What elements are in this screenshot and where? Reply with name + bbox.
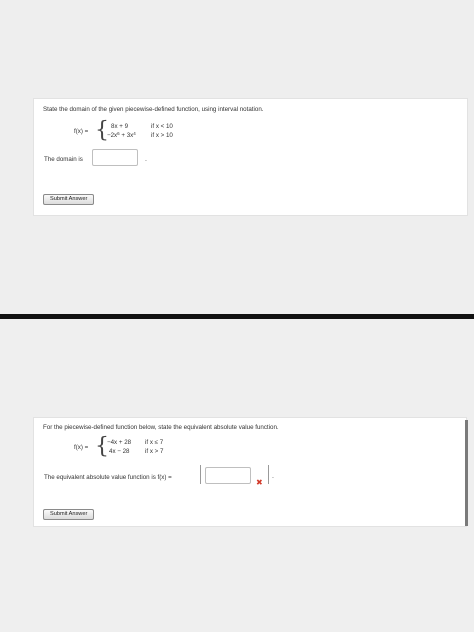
domain-answer-label: The domain is xyxy=(44,156,83,163)
submit-answer-button[interactable]: Submit Answer xyxy=(43,509,94,520)
scrollbar-edge xyxy=(465,420,468,526)
question-2-panel xyxy=(33,417,467,527)
function-label: f(x) = xyxy=(74,128,89,135)
abs-bar-left xyxy=(200,465,201,484)
incorrect-icon: ✖ xyxy=(256,478,263,487)
piece-2-condition: if x > 7 xyxy=(145,448,164,455)
piece-1-expression: −4x + 28 xyxy=(107,439,132,446)
piece-1-condition: if x ≤ 7 xyxy=(145,439,164,446)
piece-1-expression: 8x + 9 xyxy=(111,123,129,130)
absolute-value-answer-label: The equivalent absolute value function is f(x) = xyxy=(44,474,172,481)
piece-2-expression: 4x − 28 xyxy=(109,448,130,455)
domain-answer-input[interactable] xyxy=(92,149,138,166)
left-brace: { xyxy=(95,434,109,459)
piece-2-expression: $-2x^6 + 3x^4$ xyxy=(107,131,136,139)
question-1-panel xyxy=(33,98,468,216)
question-2-prompt: For the piecewise-defined function below, state the equivalent absolute value function. xyxy=(43,424,279,431)
absolute-value-answer-input[interactable] xyxy=(205,467,251,484)
submit-answer-button[interactable]: Submit Answer xyxy=(43,194,94,205)
answer-period: . xyxy=(145,156,147,163)
question-1-prompt: State the domain of the given piecewise-defined function, using interval notation. xyxy=(43,106,264,113)
left-brace: { xyxy=(95,118,109,143)
piece-1-condition: if x < 10 xyxy=(151,123,173,130)
abs-bar-right xyxy=(268,465,269,484)
answer-period: . xyxy=(272,473,274,480)
function-label: f(x) = xyxy=(74,444,89,451)
question-1-function xyxy=(74,118,224,145)
piece-2-condition: if x > 10 xyxy=(151,132,173,139)
question-2-function xyxy=(74,434,224,461)
